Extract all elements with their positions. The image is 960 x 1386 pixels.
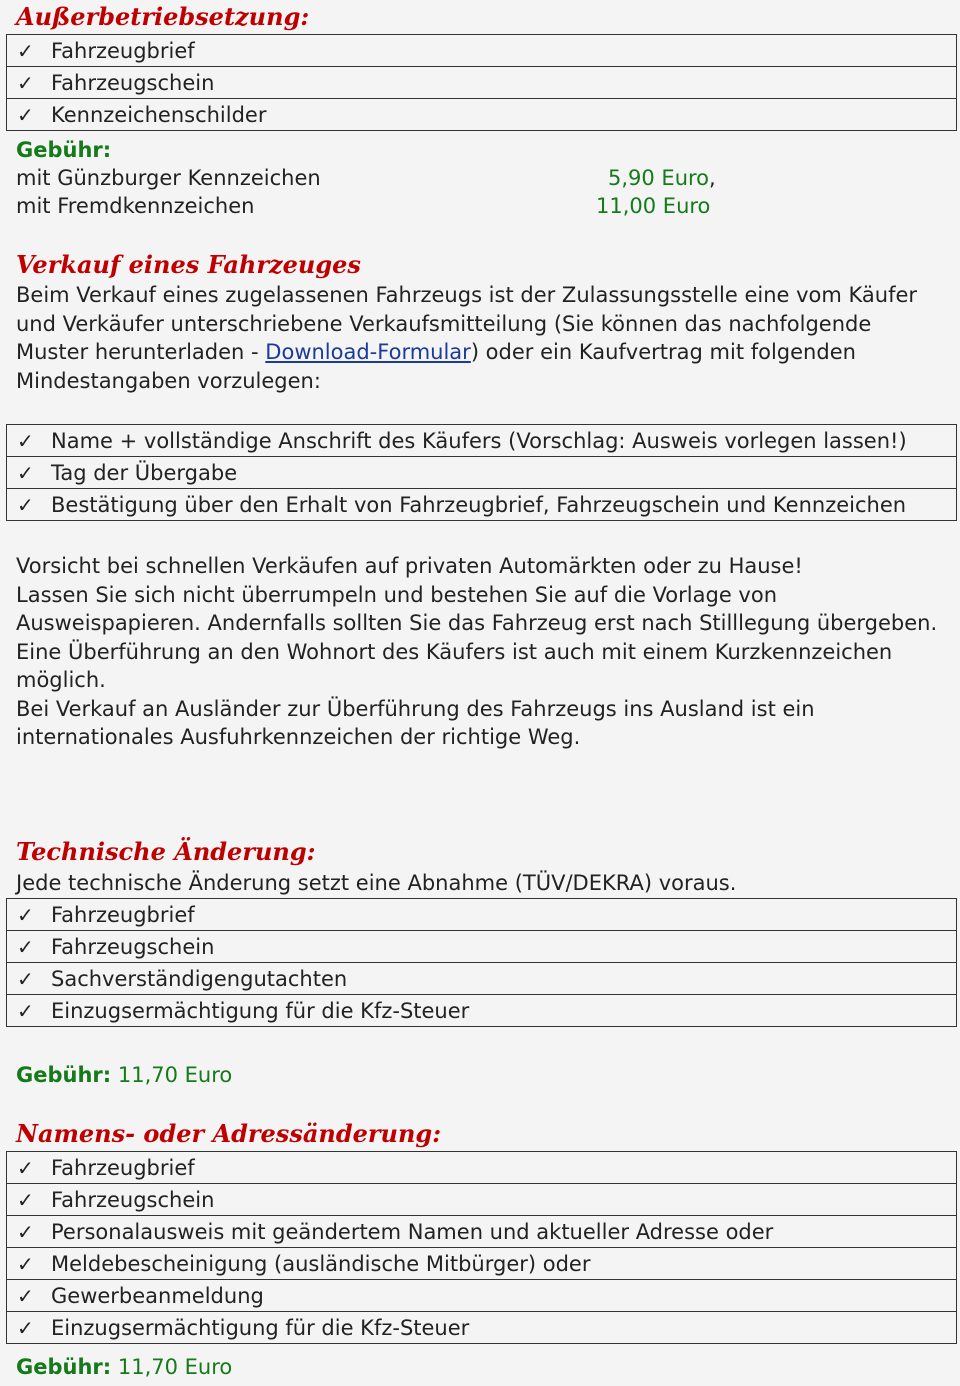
list-item: ✓ Name + vollständige Anschrift des Käufers (Vorschlag: Ausweis vorlegen lassen!) — [6, 425, 957, 457]
check-icon: ✓ — [17, 903, 34, 927]
check-icon: ✓ — [17, 1188, 34, 1212]
checklist-ausserbetriebsetzung — [6, 34, 957, 131]
list-item: ✓ Meldebescheinigung (ausländische Mitbürger) oder — [6, 1248, 957, 1280]
list-item: ✓ Einzugsermächtigung für die Kfz-Steuer — [6, 995, 957, 1027]
fee-line: Gebühr: 11,70 Euro — [16, 1355, 233, 1379]
checklist-technische-aenderung — [6, 898, 957, 1027]
check-icon: ✓ — [17, 1316, 34, 1340]
fee-line: Gebühr: 11,70 Euro — [16, 1063, 233, 1087]
list-item: ✓ Tag der Übergabe — [6, 457, 957, 489]
list-item: ✓ Bestätigung über den Erhalt von Fahrzeugbrief, Fahrzeugschein und Kennzeichen — [6, 489, 957, 521]
verkauf-intro: Beim Verkauf eines zugelassenen Fahrzeugs ist der Zulassungsstelle eine vom Käufer und Verkäufer unterschriebene Verkaufsmitteilung (Sie können das nachfolgende Muster herunterladen - Download-Formular) oder ein Kaufvertrag mit folgenden Mindestangaben vorzulegen: — [16, 283, 918, 393]
check-icon: ✓ — [17, 429, 34, 453]
list-item: ✓ Gewerbeanmeldung — [6, 1280, 957, 1312]
list-item: ✓ Fahrzeugschein — [6, 1184, 957, 1216]
checklist-namens-adressaenderung — [6, 1151, 957, 1344]
heading-namens-adressaenderung: Namens- oder Adressänderung: — [16, 1119, 442, 1148]
list-item: ✓ Sachverständigengutachten — [6, 963, 957, 995]
fee-row-label: mit Günzburger Kennzeichen — [16, 166, 321, 190]
heading-verkauf: Verkauf eines Fahrzeuges — [16, 250, 361, 279]
check-icon: ✓ — [17, 461, 34, 485]
check-icon: ✓ — [17, 71, 34, 95]
check-icon: ✓ — [17, 493, 34, 517]
check-icon: ✓ — [17, 1284, 34, 1308]
heading-ausserbetriebsetzung: Außerbetriebsetzung: — [16, 2, 310, 31]
checklist-verkauf — [6, 424, 957, 521]
check-icon: ✓ — [17, 1220, 34, 1244]
check-icon: ✓ — [17, 1156, 34, 1180]
fee-row-value: 5,90 Euro, — [608, 166, 716, 190]
check-icon: ✓ — [17, 935, 34, 959]
fee-label: Gebühr: — [16, 138, 112, 162]
list-item: ✓ Personalausweis mit geändertem Namen und aktueller Adresse oder — [6, 1216, 957, 1248]
list-item: ✓ Kennzeichenschilder — [6, 99, 957, 131]
check-icon: ✓ — [17, 1252, 34, 1276]
check-icon: ✓ — [17, 999, 34, 1023]
technische-intro: Jede technische Änderung setzt eine Abnahme (TÜV/DEKRA) voraus. — [16, 871, 737, 895]
list-item: ✓ Fahrzeugschein — [6, 931, 957, 963]
fee-row-value: 11,00 Euro — [596, 194, 711, 218]
list-item: ✓ Fahrzeugschein — [6, 67, 957, 99]
list-item: ✓ Fahrzeugbrief — [6, 35, 957, 67]
verkauf-warning: Vorsicht bei schnellen Verkäufen auf privaten Automärkten oder zu Hause! Lassen Sie sich nicht überrumpeln und bestehen Sie auf die Vorlage von Ausweispapieren. Andernfalls sollten Sie das Fahrzeug erst nach Stilllegung übergeben. Eine Überführung an den Wohnort des Käufers ist auch mit einem Kurzkennzeichen möglich. Bei Verkauf an Ausländer zur Überführung des Fahrzeugs ins Ausland ist ein internationales Ausfuhrkennzeichen der richtige Weg. — [16, 554, 938, 749]
check-icon: ✓ — [17, 103, 34, 127]
check-icon: ✓ — [17, 967, 34, 991]
list-item: ✓ Einzugsermächtigung für die Kfz-Steuer — [6, 1312, 957, 1344]
fee-row-label: mit Fremdkennzeichen — [16, 194, 255, 218]
heading-technische-aenderung: Technische Änderung: — [16, 837, 316, 866]
download-form-link[interactable]: Download-Formular — [265, 340, 471, 364]
check-icon: ✓ — [17, 39, 34, 63]
list-item: ✓ Fahrzeugbrief — [6, 1152, 957, 1184]
list-item: ✓ Fahrzeugbrief — [6, 899, 957, 931]
